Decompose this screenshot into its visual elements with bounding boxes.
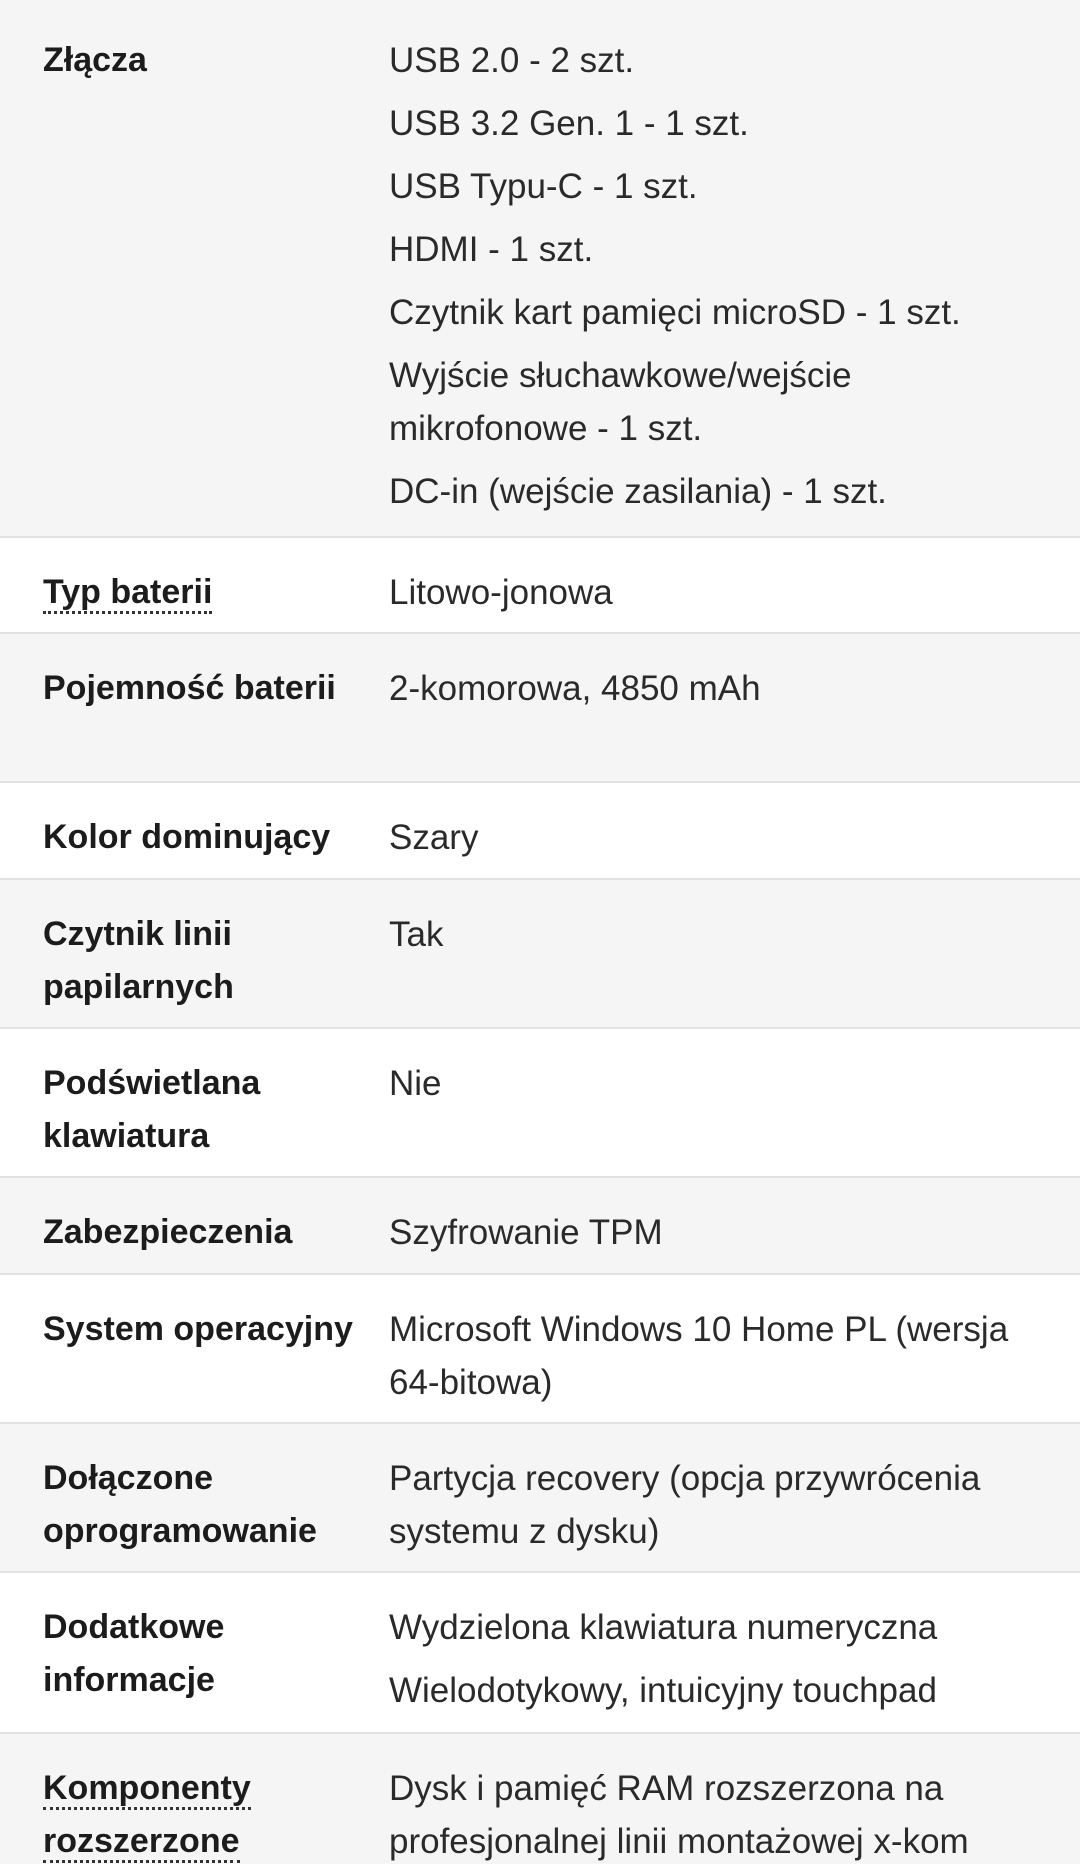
spec-values <box>389 1057 1080 1176</box>
spec-values <box>389 811 1080 878</box>
spec-label: Czytnik linii papilarnych <box>43 915 234 1006</box>
spec-values <box>389 1452 1080 1571</box>
spec-label: Dołączone oprogramowanie <box>43 1459 317 1550</box>
spec-value: 2-komorowa, 4850 mAh <box>389 669 761 708</box>
spec-values <box>389 1601 1080 1732</box>
spec-row-fingerprint-reader <box>0 878 1080 1027</box>
spec-value: Tak <box>389 915 444 954</box>
spec-value: DC-in (wejście zasilania) - 1 szt. <box>389 472 887 511</box>
spec-values <box>389 34 1080 536</box>
spec-values <box>389 1303 1080 1422</box>
spec-value: Litowo-jonowa <box>389 573 613 612</box>
spec-values <box>389 662 1080 781</box>
spec-value: Partycja recovery (opcja przywrócenia systemu z dysku) <box>389 1459 981 1551</box>
spec-label: Pojemność baterii <box>43 669 336 707</box>
spec-row-security <box>0 1176 1080 1273</box>
spec-label: Zabezpieczenia <box>43 1213 293 1251</box>
spec-value: Wyjście słuchawkowe/wejście mikrofonowe - 1 szt. <box>389 356 852 448</box>
spec-value: USB 2.0 - 2 szt. <box>389 41 635 80</box>
spec-value: Szary <box>389 818 479 857</box>
spec-row-included-software <box>0 1422 1080 1571</box>
spec-values <box>389 566 1080 632</box>
spec-value: Wydzielona klawiatura numeryczna <box>389 1608 938 1647</box>
spec-value: Wielodotykowy, intuicyjny touchpad <box>389 1671 937 1710</box>
spec-label <box>43 1762 389 1864</box>
spec-label: Kolor dominujący <box>43 818 331 856</box>
spec-value: Nie <box>389 1064 442 1103</box>
spec-label-tooltip-link[interactable]: Komponenty rozszerzone <box>43 1769 251 1863</box>
spec-label: System operacyjny <box>43 1310 353 1348</box>
spec-value: Microsoft Windows 10 Home PL (wersja 64-bitowa) <box>389 1310 1009 1402</box>
spec-value: HDMI - 1 szt. <box>389 230 594 269</box>
spec-label: Podświetlana klawiatura <box>43 1064 261 1155</box>
spec-row-battery-type <box>0 536 1080 632</box>
spec-row-connectors <box>0 0 1080 536</box>
spec-label: Dodatkowe informacje <box>43 1608 225 1699</box>
spec-row-additional-info <box>0 1571 1080 1732</box>
spec-row-battery-capacity <box>0 632 1080 781</box>
spec-label <box>43 566 389 632</box>
spec-values <box>389 908 1080 1027</box>
spec-row-color <box>0 781 1080 878</box>
spec-values <box>389 1762 1080 1864</box>
spec-value: USB 3.2 Gen. 1 - 1 szt. <box>389 104 749 143</box>
spec-value: Czytnik kart pamięci microSD - 1 szt. <box>389 293 961 332</box>
spec-label-tooltip-link[interactable]: Typ baterii <box>43 573 212 614</box>
spec-row-extended-components <box>0 1732 1080 1864</box>
spec-value: Szyfrowanie TPM <box>389 1213 663 1252</box>
spec-row-backlit-keyboard <box>0 1027 1080 1176</box>
spec-value: USB Typu-C - 1 szt. <box>389 167 698 206</box>
spec-values <box>389 1206 1080 1273</box>
spec-label: Złącza <box>43 41 147 79</box>
spec-row-operating-system <box>0 1273 1080 1422</box>
spec-value: Dysk i pamięć RAM rozszerzona na profesjonalnej linii montażowej x-kom <box>389 1769 969 1861</box>
